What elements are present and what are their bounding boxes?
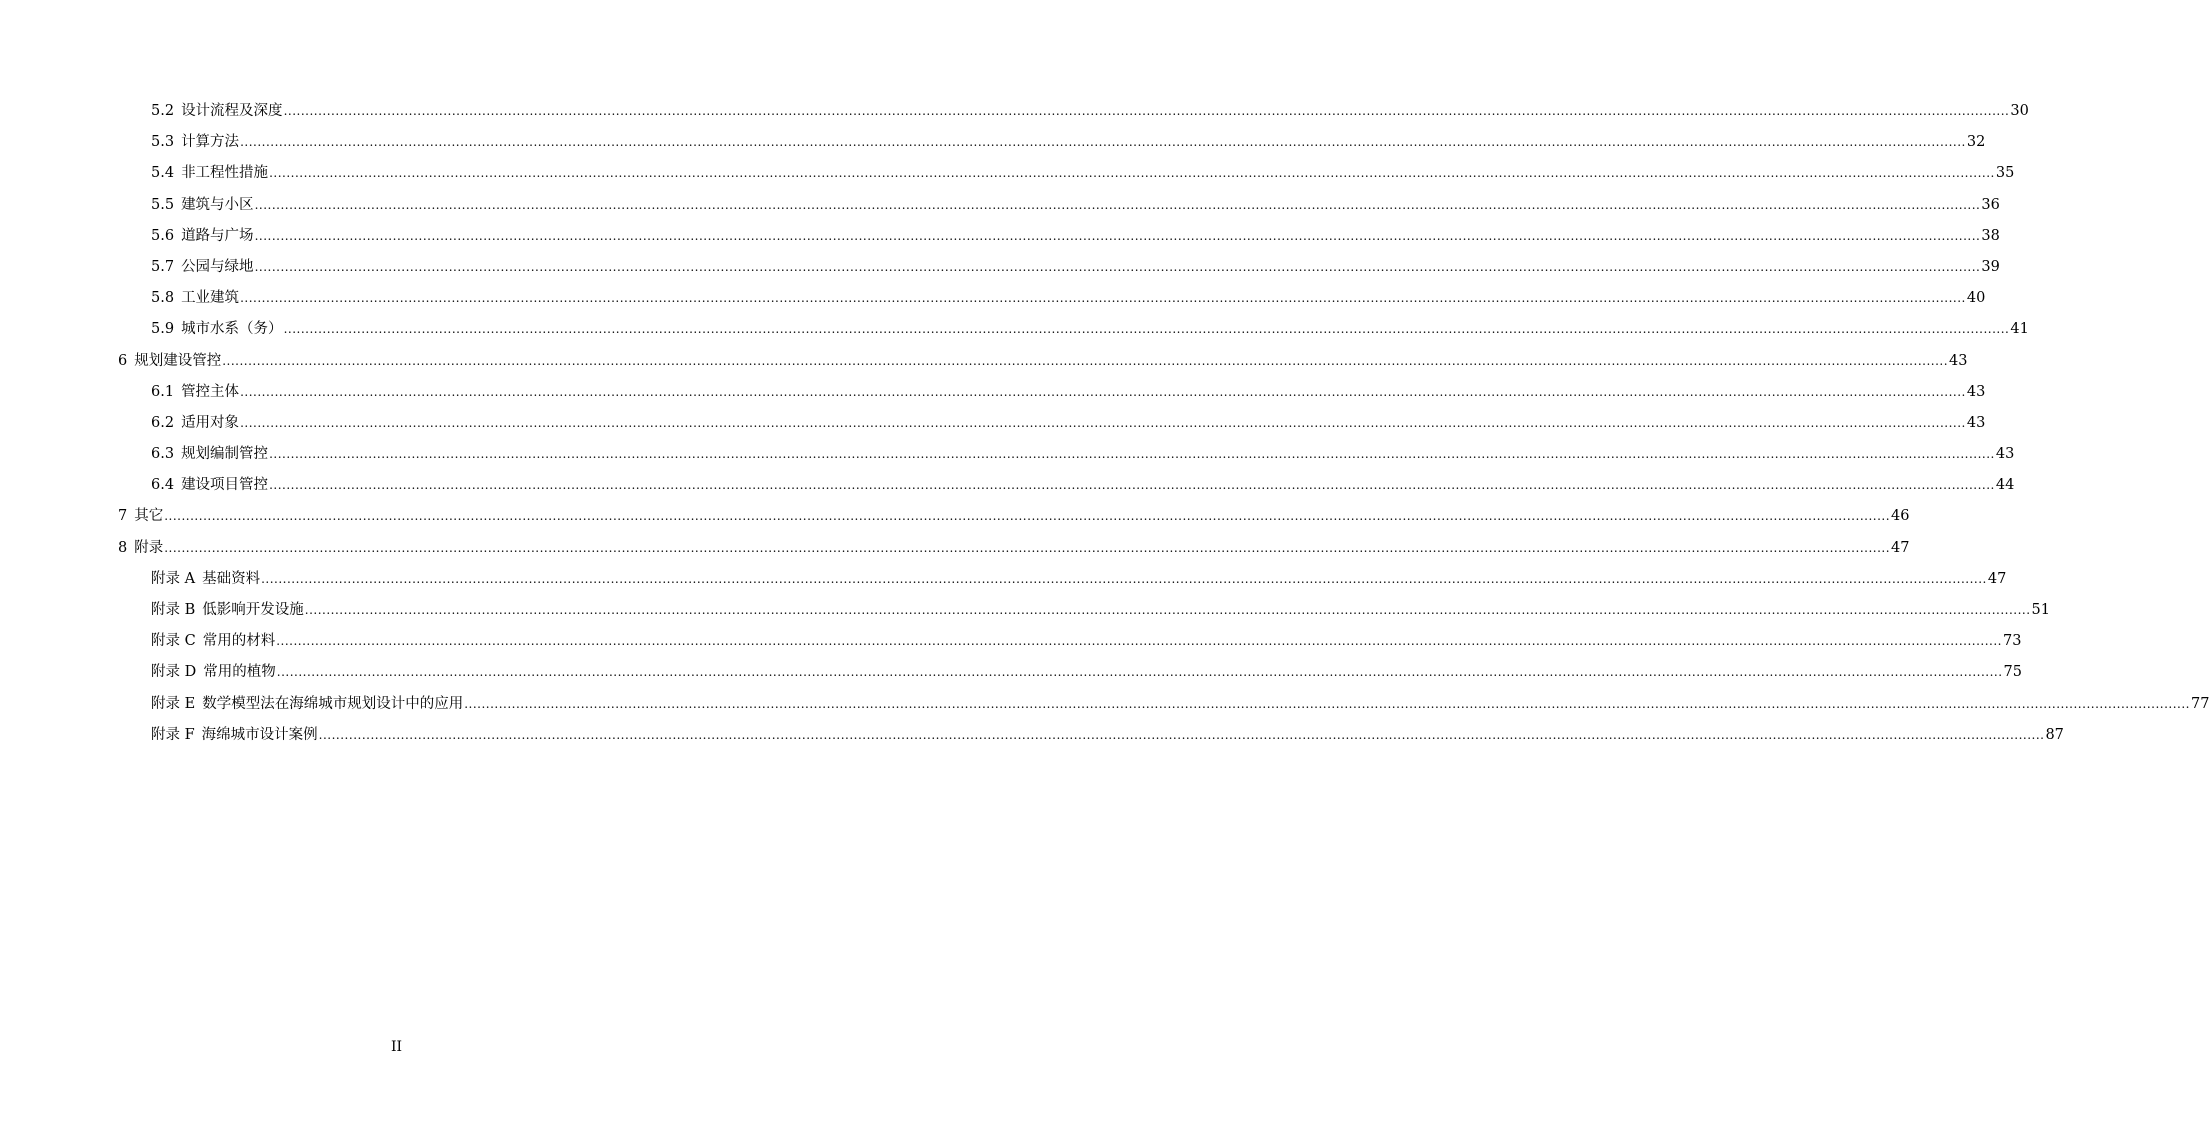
toc-entry[interactable] — [118, 470, 2015, 501]
toc-entry-title: 规划编制管控 — [181, 446, 269, 463]
toc-entry-number: 8 — [118, 539, 128, 556]
toc-entry-page: 47 — [1987, 570, 2007, 587]
toc-entry-number: 附录 A — [151, 570, 196, 587]
toc-entry-title: 公园与绿地 — [181, 258, 254, 275]
toc-entry[interactable] — [118, 96, 2029, 127]
toc-entry-page: 39 — [1981, 258, 2000, 275]
toc-dot-leader: ................................................................................................................................................................................................................................................................................................................................................................................................................ — [222, 353, 1949, 368]
table-of-contents — [118, 96, 2209, 751]
toc-dot-leader: ................................................................................................................................................................................................................................................................................................................................................................................................................ — [254, 197, 1981, 212]
toc-entry-title: 基础资料 — [202, 570, 261, 587]
toc-entry-page: 73 — [2003, 633, 2022, 650]
toc-entry-title: 建筑与小区 — [181, 196, 254, 213]
toc-entry-title: 常用的植物 — [203, 664, 276, 681]
toc-entry-page: 41 — [2010, 321, 2029, 338]
toc-entry-number: 6.3 — [151, 446, 175, 463]
toc-entry-page: 35 — [1995, 165, 2015, 182]
toc-dot-leader: ................................................................................................................................................................................................................................................................................................................................................................................................................ — [283, 322, 2010, 337]
toc-dot-leader: ................................................................................................................................................................................................................................................................................................................................................................................................................ — [240, 291, 1966, 306]
toc-entry-number: 附录 C — [151, 633, 196, 650]
toc-entry[interactable] — [118, 439, 2015, 470]
toc-entry-page: 36 — [1981, 196, 2000, 213]
toc-entry-number: 附录 D — [151, 664, 197, 681]
toc-dot-leader: ................................................................................................................................................................................................................................................................................................................................................................................................................ — [304, 603, 2031, 617]
toc-entry[interactable] — [118, 127, 1986, 158]
toc-entry-number: 附录 B — [151, 602, 196, 618]
toc-entry-page: 38 — [1981, 227, 2000, 244]
toc-entry-page: 43 — [1949, 352, 1968, 369]
toc-entry-title: 规划建设管控 — [134, 352, 222, 369]
toc-dot-leader: ................................................................................................................................................................................................................................................................................................................................................................................................................ — [261, 571, 1987, 586]
toc-entry-title: 计算方法 — [181, 134, 240, 151]
toc-entry-page: 77 — [2190, 695, 2209, 712]
toc-entry-page: 51 — [2031, 602, 2050, 618]
toc-entry-title: 附录 — [134, 539, 164, 556]
toc-dot-leader: ................................................................................................................................................................................................................................................................................................................................................................................................................ — [164, 509, 1891, 524]
toc-dot-leader: ................................................................................................................................................................................................................................................................................................................................................................................................................ — [240, 135, 1966, 150]
toc-entry[interactable] — [118, 314, 2029, 345]
toc-entry-page: 43 — [1966, 414, 1986, 431]
toc-entry[interactable] — [118, 595, 2050, 626]
toc-entry-number: 6.2 — [151, 414, 175, 431]
toc-dot-leader: ................................................................................................................................................................................................................................................................................................................................................................................................................ — [269, 166, 1995, 181]
toc-dot-leader: ................................................................................................................................................................................................................................................................................................................................................................................................................ — [276, 634, 2002, 649]
toc-entry[interactable] — [118, 221, 2000, 252]
toc-entry-title: 常用的材料 — [202, 633, 276, 650]
toc-dot-leader: ................................................................................................................................................................................................................................................................................................................................................................................................................ — [164, 540, 1891, 555]
toc-entry[interactable] — [118, 158, 2015, 189]
toc-entry[interactable] — [118, 377, 1986, 408]
toc-entry[interactable] — [118, 283, 1986, 314]
toc-entry-title: 低影响开发设施 — [202, 602, 304, 618]
toc-entry[interactable] — [118, 346, 1968, 377]
toc-entry-title: 设计流程及深度 — [181, 103, 283, 119]
toc-entry-number: 5.6 — [151, 227, 175, 244]
toc-entry-title: 城市水系（务） — [181, 321, 283, 338]
toc-dot-leader: ................................................................................................................................................................................................................................................................................................................................................................................................................ — [240, 415, 1966, 430]
toc-entry-page: 87 — [2045, 726, 2064, 743]
toc-entry-number: 5.8 — [151, 290, 175, 307]
toc-entry-page: 46 — [1891, 508, 1910, 525]
toc-entry-page: 30 — [2010, 103, 2029, 119]
toc-dot-leader: ................................................................................................................................................................................................................................................................................................................................................................................................................ — [464, 696, 2190, 711]
toc-entry-title: 适用对象 — [181, 414, 240, 431]
toc-entry-page: 40 — [1966, 290, 1986, 307]
toc-dot-leader: ................................................................................................................................................................................................................................................................................................................................................................................................................ — [318, 727, 2045, 742]
toc-entry-title: 道路与广场 — [181, 227, 254, 244]
toc-entry-number: 附录 F — [151, 726, 195, 743]
toc-entry[interactable] — [118, 190, 2000, 221]
toc-entry-number: 5.4 — [151, 165, 175, 182]
toc-entry-number: 6.1 — [151, 383, 175, 400]
toc-entry-title: 工业建筑 — [181, 290, 240, 307]
toc-entry-number: 5.3 — [151, 134, 175, 151]
toc-entry-number: 附录 E — [151, 695, 196, 712]
toc-dot-leader: ................................................................................................................................................................................................................................................................................................................................................................................................................ — [269, 478, 1995, 493]
toc-entry-title: 建设项目管控 — [181, 477, 269, 494]
toc-entry[interactable] — [118, 720, 2064, 751]
toc-entry-number: 5.2 — [151, 103, 175, 119]
toc-entry-number: 7 — [118, 508, 128, 525]
toc-dot-leader: ................................................................................................................................................................................................................................................................................................................................................................................................................ — [254, 259, 1981, 274]
toc-dot-leader: ................................................................................................................................................................................................................................................................................................................................................................................................................ — [283, 104, 2010, 118]
page-number: II — [390, 1039, 403, 1055]
toc-dot-leader: ................................................................................................................................................................................................................................................................................................................................................................................................................ — [240, 384, 1966, 399]
toc-entry-page: 43 — [1966, 383, 1986, 400]
toc-entry[interactable] — [118, 564, 2007, 595]
toc-entry-title: 数学模型法在海绵城市规划设计中的应用 — [202, 695, 464, 712]
toc-dot-leader: ................................................................................................................................................................................................................................................................................................................................................................................................................ — [276, 665, 2003, 680]
toc-entry[interactable] — [118, 657, 2022, 688]
toc-entry-page: 75 — [2003, 664, 2022, 681]
toc-entry-number: 6.4 — [151, 477, 175, 494]
toc-entry-title: 管控主体 — [181, 383, 240, 400]
toc-entry[interactable] — [118, 533, 1910, 564]
toc-entry-number: 5.9 — [151, 321, 175, 338]
toc-entry[interactable] — [118, 252, 2000, 283]
toc-dot-leader: ................................................................................................................................................................................................................................................................................................................................................................................................................ — [254, 228, 1981, 243]
toc-entry-title: 其它 — [134, 508, 164, 525]
toc-entry-page: 32 — [1966, 134, 1986, 151]
toc-entry-number: 6 — [118, 352, 128, 369]
toc-entry[interactable] — [118, 626, 2022, 657]
toc-entry-title: 非工程性措施 — [181, 165, 269, 182]
toc-entry-number: 5.5 — [151, 196, 175, 213]
toc-dot-leader: ................................................................................................................................................................................................................................................................................................................................................................................................................ — [269, 447, 1995, 462]
toc-entry-page: 47 — [1891, 539, 1910, 556]
toc-entry[interactable] — [118, 408, 1986, 439]
toc-entry-title: 海绵城市设计案例 — [201, 726, 318, 743]
toc-entry[interactable] — [118, 689, 2209, 720]
toc-entry-page: 43 — [1995, 446, 2015, 463]
toc-entry-number: 5.7 — [151, 258, 175, 275]
toc-entry[interactable] — [118, 501, 1910, 532]
toc-entry-page: 44 — [1995, 477, 2015, 494]
